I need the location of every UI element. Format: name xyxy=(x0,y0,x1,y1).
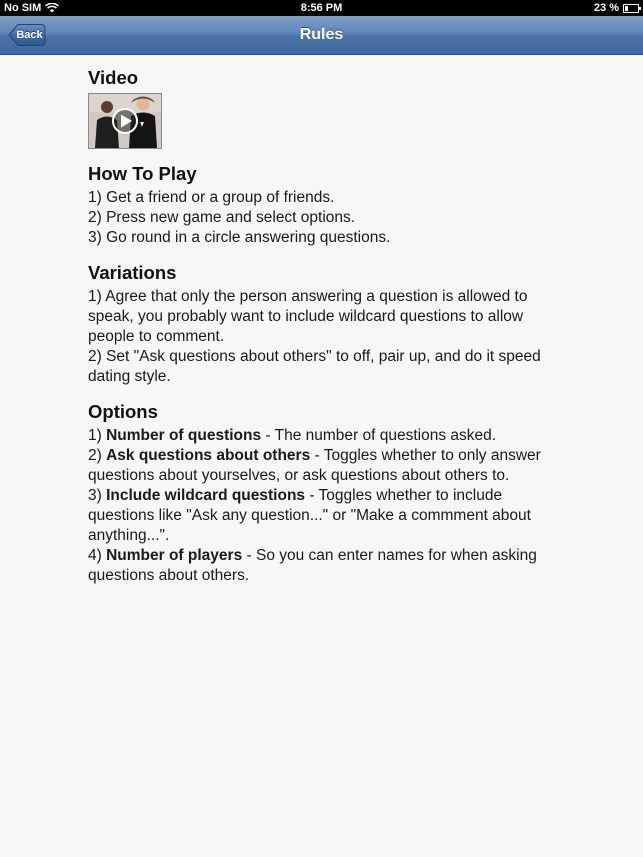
navigation-bar xyxy=(0,16,643,55)
video-heading: Video xyxy=(88,67,139,88)
option-item xyxy=(88,486,568,546)
video-thumbnail-image xyxy=(89,94,161,148)
how-to-play-step: 1) Get a friend or a group of friends. xyxy=(88,189,335,206)
option-term: Number of players xyxy=(106,547,243,564)
options-section xyxy=(88,400,568,586)
battery-icon xyxy=(623,4,639,13)
carrier-label: No SIM xyxy=(4,2,42,14)
rules-content xyxy=(88,66,568,586)
video-thumbnail[interactable] xyxy=(88,93,162,149)
battery-fill xyxy=(625,6,628,11)
variations-heading: Variations xyxy=(88,262,177,283)
variation-item: 2) Set "Ask questions about others" to off, pair up, and do it speed dating style. xyxy=(88,348,541,385)
option-item xyxy=(88,446,568,486)
option-description: - The number of questions asked. xyxy=(261,427,497,444)
status-bar xyxy=(0,0,643,16)
option-description: - Toggles whether to only answer questions about yourselves, or ask questions about others to. xyxy=(88,447,541,484)
video-section xyxy=(88,66,568,149)
how-to-play-step: 2) Press new game and select options. xyxy=(88,209,356,226)
option-description: - So you can enter names for when asking questions about others. xyxy=(88,547,537,584)
option-term: Include wildcard questions xyxy=(106,487,306,504)
how-to-play-step: 3) Go round in a circle answering questions. xyxy=(88,229,391,246)
variations-section xyxy=(88,261,568,387)
variation-item: 1) Agree that only the person answering a question is allowed to speak, you probably want to include wildcard questions to allow people to comment. xyxy=(88,288,528,345)
page-title: Rules xyxy=(299,26,344,43)
how-to-play-heading: How To Play xyxy=(88,163,197,184)
battery-percent: 23 % xyxy=(593,2,619,14)
option-number: 3) xyxy=(88,487,107,504)
back-button-label: Back xyxy=(16,29,43,41)
option-number: 2) xyxy=(88,447,107,464)
option-term: Number of questions xyxy=(106,427,262,444)
option-number: 4) xyxy=(88,547,107,564)
how-to-play-section xyxy=(88,162,568,248)
play-icon xyxy=(113,109,137,133)
options-heading: Options xyxy=(88,401,158,422)
option-term: Ask questions about others xyxy=(106,447,311,464)
option-item xyxy=(88,546,568,586)
battery-indicator xyxy=(594,2,639,14)
option-number: 1) xyxy=(88,427,107,444)
option-item xyxy=(88,426,568,446)
option-description: - Toggles whether to include questions like "Ask any question..." or "Make a commment about anything...". xyxy=(88,487,531,544)
clock: 8:56 PM xyxy=(300,2,343,14)
